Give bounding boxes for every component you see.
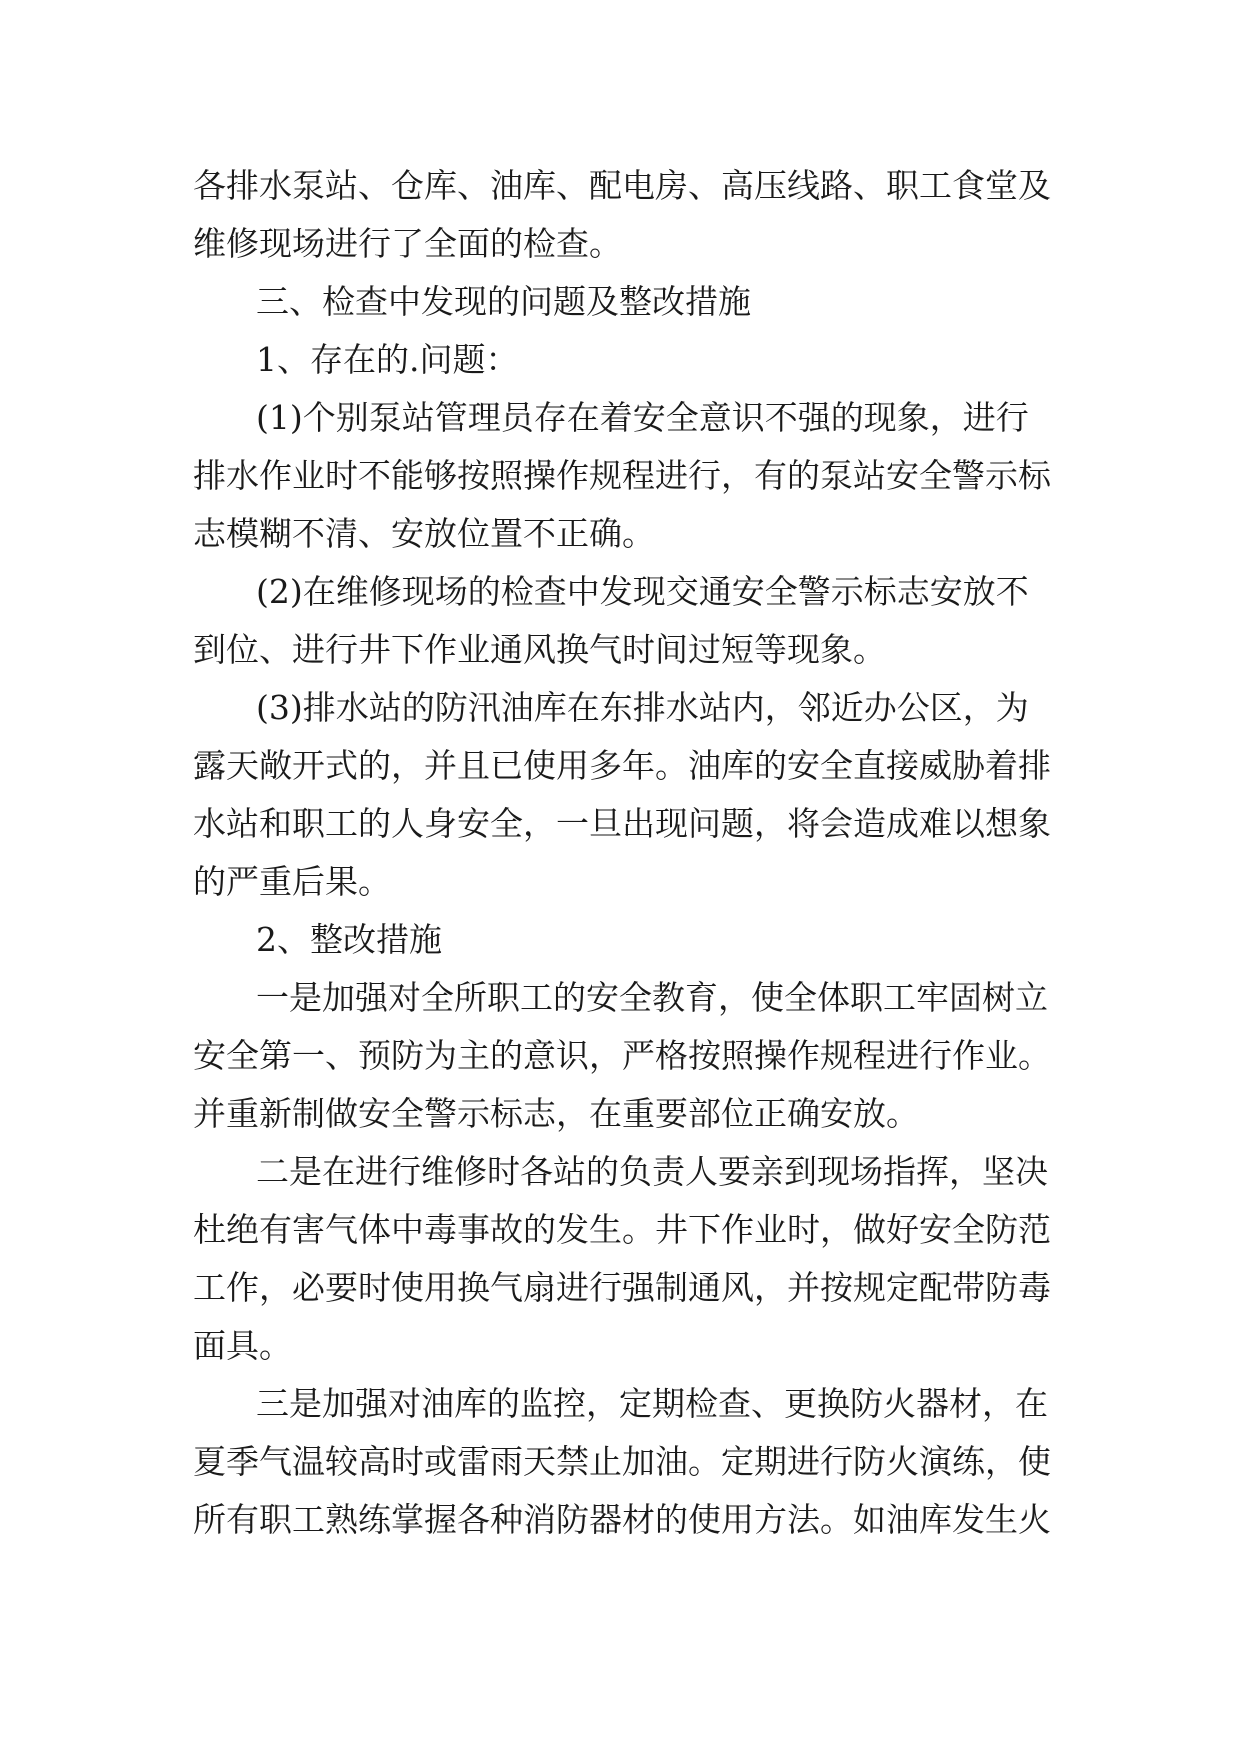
text-line: 工作，必要时使用换气扇进行强制通风，并按规定配带防毒	[193, 1268, 1051, 1307]
text-line: 二是在进行维修时各站的负责人要亲到现场指挥，坚决	[256, 1152, 1048, 1191]
text-line: 维修现场进行了全面的检查。	[193, 224, 622, 263]
text-line: 排水作业时不能够按照操作规程进行，有的泵站安全警示标	[193, 456, 1051, 495]
text-line: (2)在维修现场的检查中发现交通安全警示标志安放不	[256, 572, 1029, 611]
text-line: 并重新制做安全警示标志，在重要部位正确安放。	[193, 1094, 919, 1133]
text-line: (1)个别泵站管理员存在着安全意识不强的现象，进行	[256, 398, 1029, 437]
text-line: 夏季气温较高时或雷雨天禁止加油。定期进行防火演练，使	[193, 1442, 1051, 1481]
text-line: 杜绝有害气体中毒事故的发生。井下作业时，做好安全防范	[193, 1210, 1051, 1249]
text-line: 安全第一、预防为主的意识，严格按照操作规程进行作业。	[193, 1036, 1051, 1075]
text-line: 的严重后果。	[193, 862, 391, 901]
text-line: 各排水泵站、仓库、油库、配电房、高压线路、职工食堂及	[193, 166, 1051, 205]
text-line: 到位、进行井下作业通风换气时间过短等现象。	[193, 630, 886, 669]
text-line: 一是加强对全所职工的安全教育，使全体职工牢固树立	[256, 978, 1048, 1017]
text-line: 三是加强对油库的监控，定期检查、更换防火器材，在	[256, 1384, 1048, 1423]
text-line: 水站和职工的人身安全，一旦出现问题，将会造成难以想象	[193, 804, 1051, 843]
subsection-heading: 2、整改措施	[256, 920, 442, 959]
section-heading: 三、检查中发现的问题及整改措施	[256, 282, 751, 321]
subsection-heading: 1、存在的.问题：	[256, 340, 519, 379]
text-line: (3)排水站的防汛油库在东排水站内，邻近办公区，为	[256, 688, 1029, 727]
text-line: 志模糊不清、安放位置不正确。	[193, 514, 655, 553]
text-line: 面具。	[193, 1326, 292, 1365]
text-line: 所有职工熟练掌握各种消防器材的使用方法。如油库发生火	[193, 1500, 1051, 1539]
text-line: 露天敞开式的，并且已使用多年。油库的安全直接威胁着排	[193, 746, 1051, 785]
